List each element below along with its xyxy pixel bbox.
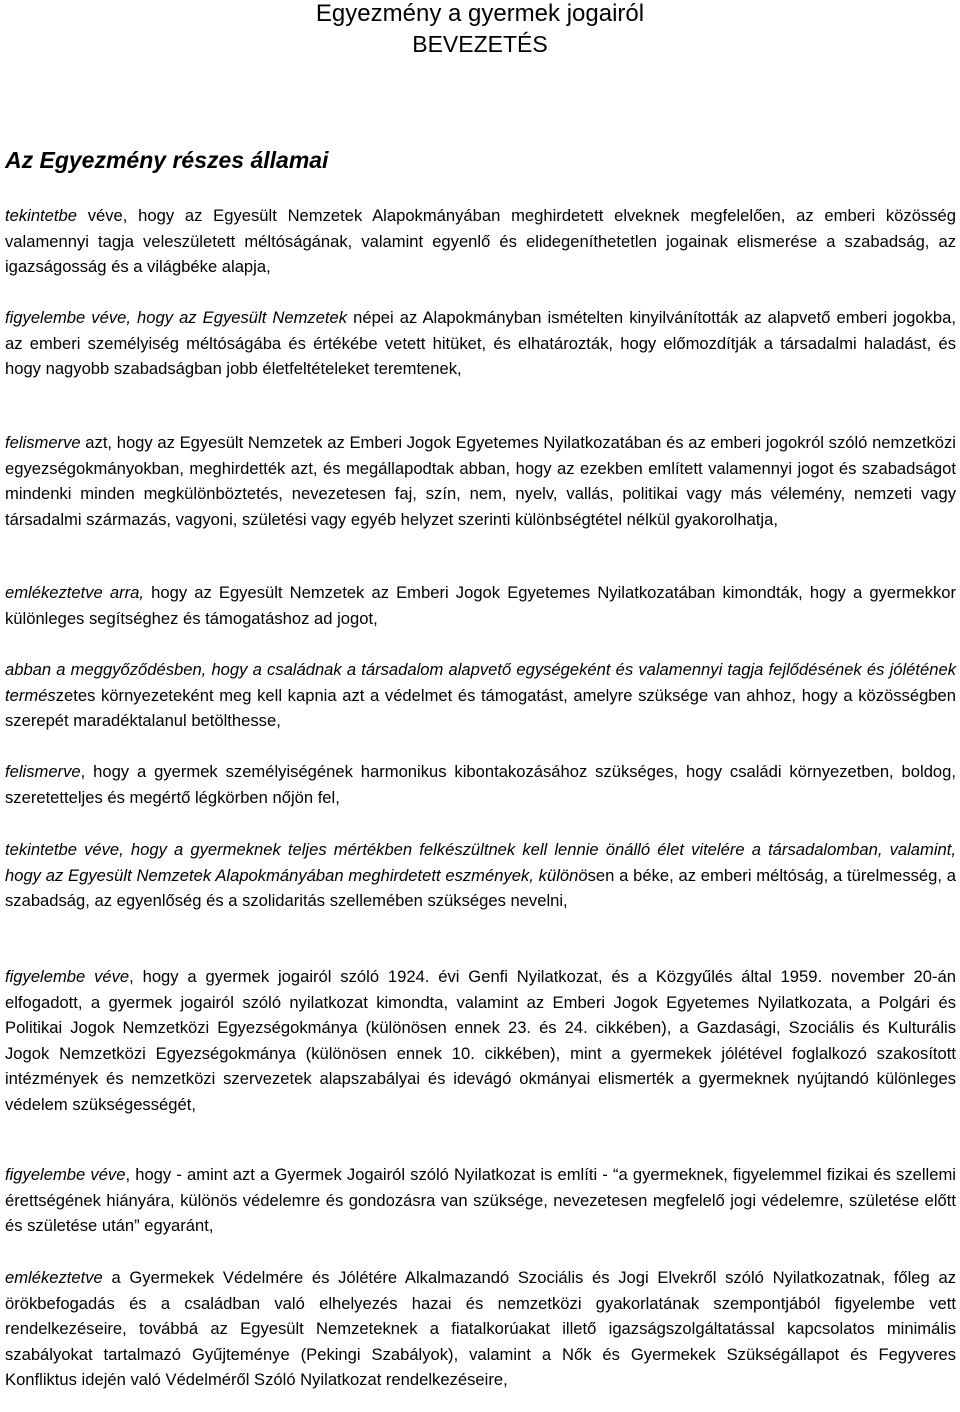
document-title: Egyezmény a gyermek jogairól [315,0,645,27]
paragraph-text: , hogy a gyermek jogairól szóló 1924. évi Genfi Nyilatkozat, és a Közgyűlés által 1959. november 20-án elfogadott, a gyermek jogairól szóló nyilatkozat kimondta, valamint az Emberi Jogok Egyetemes Nyilatkozata, a Polgári és Politikai Jogok Nemzetközi Egyezségokmánya (különösen ennek 23. és 24. cikkében), a Gazdasági, Szociális és Kulturális Jogok Nemzetközi Egyezségokmánya (különösen ennek 10. cikkében), mint a gyermekek jólétével foglalkozó szakosított intézmények és nemzetközi szervezetek alapszabályai és idevágó okmányai elismerték a gyermeknek nyújtandó különleges védelem szükségességét, [5,967,956,1114]
paragraph-4 [5,580,956,631]
paragraph-lead: figyelembe véve [5,967,130,986]
paragraph-lead: tekintetbe [5,206,77,225]
paragraph-2 [5,305,956,382]
paragraph-text: népei az Alapokmányban ismételten kinyilvánították az alapvető emberi jogokba, az emberi személyiség méltóságába és értékébe vetett hitüket, és elhatározták, hogy előmozdítják a társadalmi haladást, és hogy nagyobb szabadságban jobb életfeltételeket teremtenek, [5,308,956,378]
paragraph-text: hogy az Egyesült Nemzetek az Emberi Jogok Egyetemes Nyilatkozatában kimondták, hogy a gyermekkor különleges segítséghez és támogatáshoz ad jogot, [5,583,957,628]
paragraph-lead: felismerve [5,762,81,781]
document-subtitle: BEVEZETÉS [412,31,548,57]
paragraph-lead: felismerve [5,433,81,452]
paragraph-1 [5,203,956,280]
paragraph-text: véve, hogy az Egyesült Nemzetek Alapokmányában meghirdetett elveknek megfelelően, az emberi közösség valamennyi tagja veleszületett méltóságának, valamint egyenlő és elidegeníthetetlen jogainak elismerése a szabadság, az igazságosság és a világbéke alapja, [5,206,956,276]
paragraph-text: azt, hogy az Egyesült Nemzetek az Emberi Jogok Egyetemes Nyilatkozatában és az emberi jogokról szóló nemzetközi egyezségokmányokban, meghirdették azt, és megállapodtak abban, hogy az ezekben említett valamennyi jogot és szabadságot mindenki minden megkülönböztetés, nevezetesen faj, szín, nem, nyelv, vallás, politikai vagy más vélemény, nemzeti vagy társadalmi származás, vagyoni, születési vagy egyéb helyzet szerinti különbségtétel nélkül gyakorolhatja, [5,433,956,529]
paragraph-9 [5,1162,956,1239]
paragraph-7 [5,837,956,914]
paragraph-text: , hogy a gyermek személyiségének harmonikus kibontakozásához szükséges, hogy családi környezetben, boldog, szeretetteljes és megértő légkörben nőjön fel, [5,762,956,807]
paragraph-6 [5,759,956,810]
paragraph-text: a Gyermekek Védelmére és Jólétére Alkalmazandó Szociális és Jogi Elvekről szóló Nyilatkozatnak, főleg az örökbefogadás és a családban való elhelyezés hazai és nemzetközi gyakorlatának szempontjából figyelembe vett rendelkezéseire, továbbá az Egyesült Nemzeteknek a fiatalkorúakat illető igazságszolgáltatással kapcsolatos minimális szabályokat tartalmazó Gyűjteménye (Pekingi Szabályok), valamint a Nők és Gyermekek Szükségállapot és Fegyveres Konfliktus idején való Védelméről Szóló Nyilatkozat rendelkezéseire, [5,1268,956,1389]
paragraph-text: , hogy - amint azt a Gyermek Jogairól szóló Nyilatkozat is említi - “a gyermeknek, figyelemmel fizikai és szellemi érettségének hiányára, különös védelemre és gondozásra van szüksége, nevezetesen megfelelő jogi védelemre, születése előtt és születése után” egyaránt, [5,1165,956,1235]
paragraph-italic-cont: , hogy az Egyesült Nemzetek [126,308,348,327]
paragraph-lead: emlékeztetve [5,1268,103,1287]
paragraph-10 [5,1265,956,1393]
paragraph-5 [5,657,956,734]
paragraph-lead: abban a meggyőződésben, hogy a családnak a társadalom alapvető egységeként és valamennyi tagja fejlődésének és jólétének termés [5,660,956,705]
paragraph-text: zetes környezeteként meg kell kapnia azt a védelmet és támogatást, amelyre szüksége van ahhoz, hogy a közösségben szerepét maradéktalanul betölthesse, [5,685,956,730]
paragraph-3 [5,430,956,532]
paragraph-text: sen a béke, az emberi méltóság, a türelmesség, a szabadság, az egyenlőség és a szolidaritás szellemében szükséges nevelni, [5,865,956,910]
paragraph-8 [5,964,956,1117]
paragraph-lead: emlékeztetve arra, [5,583,145,602]
document-title-block [0,0,960,58]
paragraph-lead: figyelembe véve [5,1165,126,1184]
section-heading: Az Egyezmény részes államai [5,147,329,173]
paragraph-lead: tekintetbe véve, hogy a gyermeknek teljes mértékben felkészültnek kell lennie önálló élet vitelére a társadalomban, valamint, hogy az Egyesült Nemzetek Alapokmányában meghirdetett eszmények, különö [5,840,956,885]
paragraph-lead: figyelembe véve [5,308,127,327]
